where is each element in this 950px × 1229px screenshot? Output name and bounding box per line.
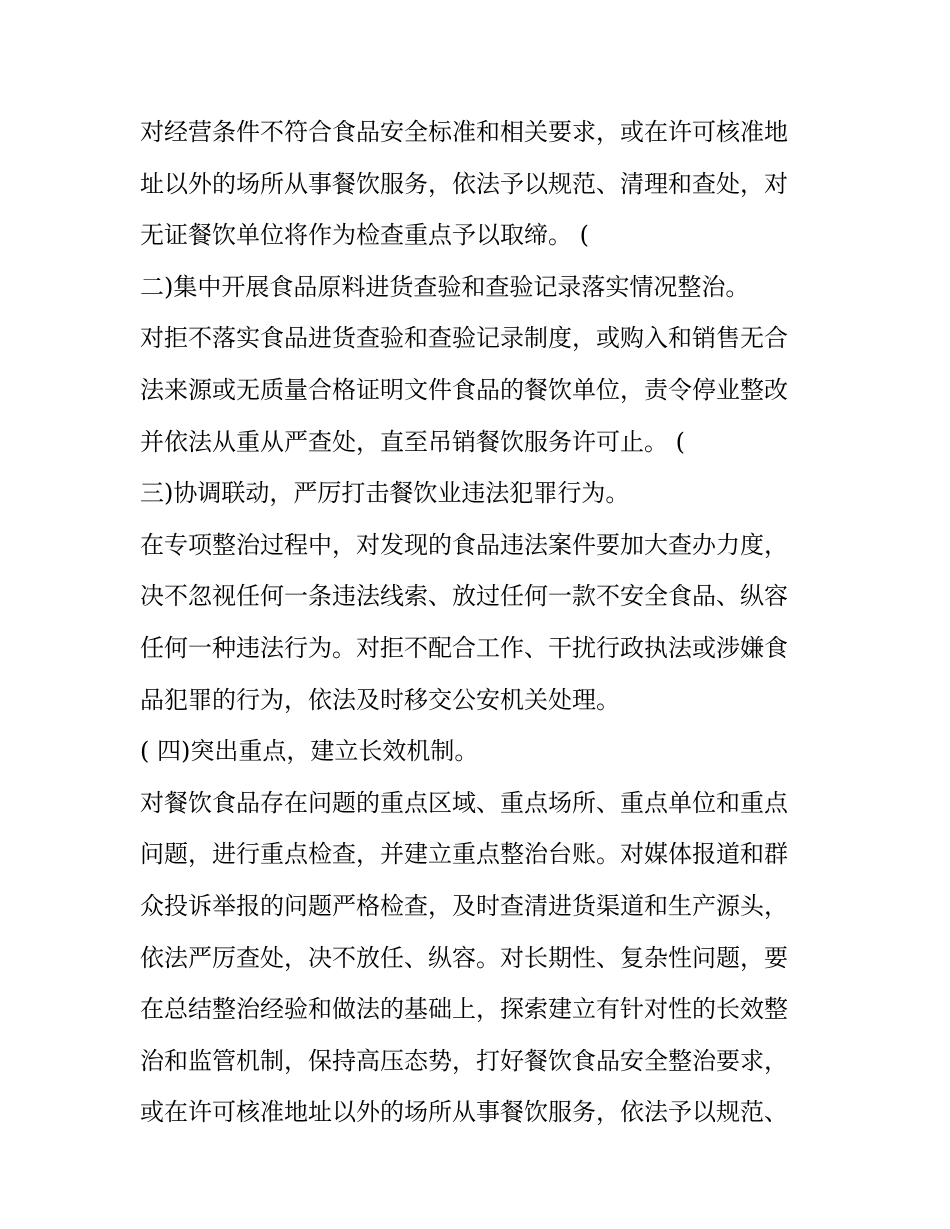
- text-line: 依法严厉查处，决不放任、纵容。对长期性、复杂性问题，要: [140, 943, 788, 972]
- text-line: 对餐饮食品存在问题的重点区域、重点场所、重点单位和重点: [140, 788, 788, 817]
- body-text: [140, 107, 830, 1139]
- section-heading: 二)集中开展食品原料进货查验和查验记录落实情况整治。: [140, 272, 750, 301]
- text-line: 问题，进行重点检查，并建立重点整治台账。对媒体报道和群: [140, 840, 788, 869]
- text-line: 法来源或无质量合格证明文件食品的餐饮单位，责令停业整改: [140, 375, 788, 404]
- section-heading: ( 四)突出重点，建立长效机制。: [140, 737, 479, 766]
- text-line: 址以外的场所从事餐饮服务，依法予以规范、清理和查处，对: [140, 169, 788, 198]
- text-line: 众投诉举报的问题严格检查，及时查清进货渠道和生产源头，: [140, 891, 788, 920]
- text-line: 或在许可核准地址以外的场所从事餐饮服务，依法予以规范、: [140, 1098, 788, 1127]
- text-line: 品犯罪的行为，依法及时移交公安机关处理。: [140, 685, 620, 714]
- text-line: 并依法从重从严查处，直至吊销餐饮服务许可止。 (: [140, 427, 685, 456]
- text-line: 对拒不落实食品进货查验和查验记录制度，或购入和销售无合: [140, 324, 788, 353]
- text-line: 无证餐饮单位将作为检查重点予以取缔。 (: [140, 221, 589, 250]
- text-line: 决不忽视任何一条违法线索、放过任何一款不安全食品、纵容: [140, 582, 788, 611]
- text-line: 在总结整治经验和做法的基础上，探索建立有针对性的长效整: [140, 995, 788, 1024]
- section-heading: 三)协调联动，严厉打击餐饮业违法犯罪行为。: [140, 479, 630, 508]
- text-line: 治和监管机制，保持高压态势，打好餐饮食品安全整治要求，: [140, 1046, 788, 1075]
- text-line: 对经营条件不符合食品安全标准和相关要求，或在许可核准地: [140, 118, 788, 146]
- text-line: 在专项整治过程中，对发现的食品违法案件要加大查办力度，: [140, 530, 788, 559]
- text-line: 任何一种违法行为。对拒不配合工作、干扰行政执法或涉嫌食: [140, 633, 788, 662]
